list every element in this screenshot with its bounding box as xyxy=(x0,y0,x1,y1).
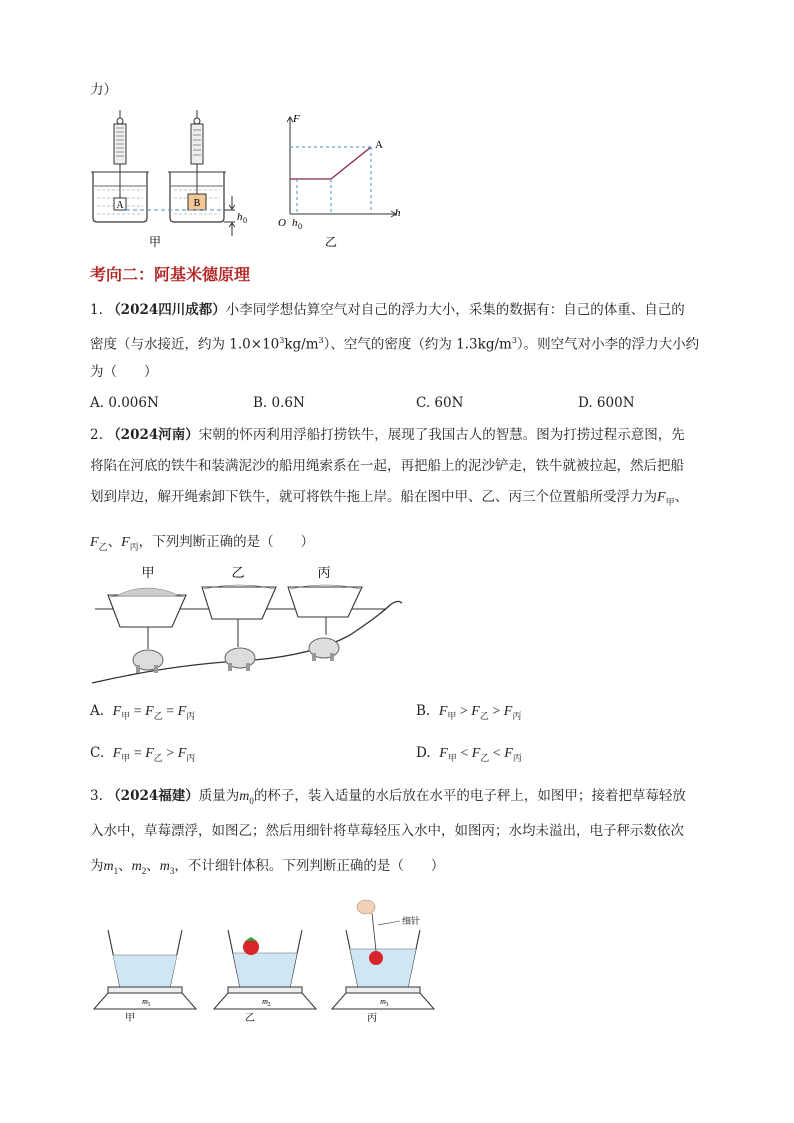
cup-bing xyxy=(332,900,434,1024)
graph-h0: h xyxy=(292,217,298,229)
q2-line2: 将陷在河底的铁牛和装满泥沙的船用绳索系在一起，再把船上的泥沙铲走，铁牛就被拉起，然后把船 xyxy=(90,458,684,474)
boat-yi xyxy=(202,565,276,671)
q3-number: 3. xyxy=(90,788,103,804)
q2-number: 2. xyxy=(90,427,103,443)
q2-source: （2024河南） xyxy=(107,427,199,443)
hand-icon xyxy=(357,900,375,914)
q2-option-b[interactable]: B. $F_甲 > F_乙 > F_丙$ xyxy=(416,703,522,721)
graph-f-vs-h xyxy=(278,113,401,249)
q2-option-c-expr xyxy=(113,746,196,761)
graph-point-a: A xyxy=(375,139,383,151)
operator: > xyxy=(162,746,178,761)
force-term: $F_丙$ xyxy=(177,704,196,721)
block-a-label: A xyxy=(116,200,124,211)
q1-text-2a: 密度（与水接近，约为 1.0×10 xyxy=(90,336,280,353)
svg-text:3: 3 xyxy=(385,1002,389,1008)
figure-boats-iron-oxen xyxy=(90,565,410,690)
spring-scale-left xyxy=(114,110,126,198)
q2-option-b-expr xyxy=(439,704,522,719)
q3-m0: $m_0$ xyxy=(239,789,254,806)
force-term: $F_甲$ xyxy=(112,704,131,721)
q2-line1 xyxy=(90,425,685,445)
force-term: $F_乙$ xyxy=(471,746,490,763)
q3-text-3a: 为 xyxy=(90,858,104,874)
fig1-caption-left: 甲 xyxy=(148,235,162,249)
q3-line2: 入水中，草莓漂浮，如图乙；然后用细针将草莓轻压入水中，如图丙；水均未溢出，电子秤示数依次 xyxy=(90,823,684,839)
graph-axis-h: h xyxy=(395,207,401,219)
q2-option-d[interactable]: D. $F_甲 < F_乙 < F_丙$ xyxy=(416,745,522,763)
q3-m2: $m_2$ xyxy=(131,859,147,876)
q3-text-1a: 质量为 xyxy=(198,788,240,804)
q2-line3: 划到岸边，解开绳索卸下铁牛，就可将铁牛拖上岸。船在图中甲、乙、丙三个位置船所受浮力为$F_甲$、 xyxy=(90,489,689,507)
q2-f-yi: $F_乙$ xyxy=(90,535,108,552)
q1-number: 1. xyxy=(90,302,103,318)
svg-text:2: 2 xyxy=(267,1002,271,1008)
force-term: $F_甲$ xyxy=(439,746,457,763)
boat-yi-label: 乙 xyxy=(231,565,245,580)
operator: > xyxy=(488,704,504,719)
q3-line3: 为$m_1$、$m_2$、$m_3$，不计细针体积。下列判断正确的是（ ） xyxy=(90,858,445,876)
boat-jia xyxy=(108,565,186,673)
q1-sup-2: 3 xyxy=(318,336,324,345)
force-term: $F_丙$ xyxy=(504,746,522,763)
q3-text-1b: 的杯子，装入适量的水后放在水平的电子秤上，如图甲；接着把草莓轻放 xyxy=(253,788,686,804)
q1-sup-3: 3 xyxy=(511,336,517,345)
q1-text-2c: ）、空气的密度（约为 1.3kg/m xyxy=(323,336,512,353)
q3-text-3b: ，不计细针体积。下列判断正确的是（ ） xyxy=(174,858,445,874)
q3-line1 xyxy=(90,786,686,811)
q2-line4: $F_乙$、$F_丙$，下列判断正确的是（ ） xyxy=(90,534,315,552)
strawberry-submerged-icon xyxy=(369,951,383,965)
q2-text-1: 宋朝的怀丙利用浮船打捞铁牛，展现了我国古人的智慧。图为打捞过程示意图，先 xyxy=(198,427,685,443)
top-fragment: 力） xyxy=(90,82,117,98)
q2-option-a[interactable]: A. $F_甲 = F_乙 = F_丙$ xyxy=(90,703,196,721)
q3-m1: $m_1$ xyxy=(103,859,119,876)
graph-origin: O xyxy=(278,217,286,229)
q1-text-1: 小李同学想估算空气对自己的浮力大小，采集的数据有：自己的体重、自己的 xyxy=(225,302,685,318)
force-term: $F_甲$ xyxy=(438,704,457,721)
fig1-caption-right: 乙 xyxy=(324,235,338,249)
q1-line2 xyxy=(90,331,699,355)
q1-option-c[interactable]: C. 60N xyxy=(416,395,464,411)
section-heading: 考向二：阿基米德原理 xyxy=(90,265,251,284)
q2-f-jia: $F_甲$ xyxy=(657,490,675,507)
operator: < xyxy=(489,746,505,761)
q1-source: （2024四川成都） xyxy=(107,302,226,318)
graph-h0-sub: 0 xyxy=(298,222,302,231)
cup-yi-caption: 乙 xyxy=(245,1013,255,1024)
force-term: $F_丙$ xyxy=(503,704,522,721)
h0-label: h xyxy=(237,211,243,223)
cup-jia-caption: 甲 xyxy=(125,1013,135,1024)
q1-text-2b: kg/m xyxy=(284,336,319,353)
scale-m1: m xyxy=(142,997,148,1006)
cup-bing-caption: 丙 xyxy=(367,1013,377,1024)
cup-jia xyxy=(94,930,196,1024)
operator: = xyxy=(162,704,178,719)
operator: = xyxy=(130,746,146,761)
q2-text-4: ，下列判断正确的是（ ） xyxy=(138,534,315,550)
cup-yi xyxy=(214,930,316,1024)
q2-option-a-expr xyxy=(113,704,196,719)
operator: < xyxy=(456,746,472,761)
operator: > xyxy=(456,704,472,719)
q1-option-d[interactable]: D. 600N xyxy=(578,395,635,411)
q1-text-2d: ）。则空气对小李的浮力大小约 xyxy=(516,336,700,353)
svg-text:1: 1 xyxy=(147,1002,151,1008)
h0-sub: 0 xyxy=(243,216,247,225)
graph-axis-f: F xyxy=(293,113,300,125)
spring-scale-right xyxy=(191,110,203,194)
q1-line3: 为（ ） xyxy=(90,364,158,380)
figure-cups-on-scales xyxy=(88,895,438,1027)
q2-f-bing: $F_丙$ xyxy=(121,535,139,552)
q2-text-3: 划到岸边，解开绳索卸下铁牛，就可将铁牛拖上岸。船在图中甲、乙、丙三个位置船所受浮力为 xyxy=(90,489,657,505)
q1-option-a[interactable]: A. 0.006N xyxy=(90,395,159,411)
q1-option-b[interactable]: B. 0.6N xyxy=(253,395,305,411)
q2-option-d-expr xyxy=(439,746,522,761)
boat-bing-label: 丙 xyxy=(317,565,331,580)
block-b-label: B xyxy=(193,198,201,209)
q2-option-c[interactable]: C. $F_甲 = F_乙 > F_丙$ xyxy=(90,745,196,763)
force-term: $F_乙$ xyxy=(145,746,163,763)
scale-m3: m xyxy=(380,997,386,1006)
force-term: $F_丙$ xyxy=(177,746,196,763)
strawberry-icon xyxy=(243,939,259,955)
figure-buoyancy-beakers-graph xyxy=(85,110,415,252)
needle-label: 细针 xyxy=(402,916,421,926)
operator: = xyxy=(130,704,146,719)
q3-m3: $m_3$ xyxy=(159,859,175,876)
q1-line1 xyxy=(90,300,685,320)
q1-sup-1: 3 xyxy=(279,336,285,345)
boat-bing xyxy=(288,565,362,661)
scale-m2: m xyxy=(262,997,268,1006)
force-term: $F_乙$ xyxy=(145,704,163,721)
boat-jia-label: 甲 xyxy=(141,565,155,580)
q3-source: （2024福建） xyxy=(107,788,199,804)
force-term: $F_乙$ xyxy=(471,704,489,721)
force-term: $F_甲$ xyxy=(112,746,131,763)
